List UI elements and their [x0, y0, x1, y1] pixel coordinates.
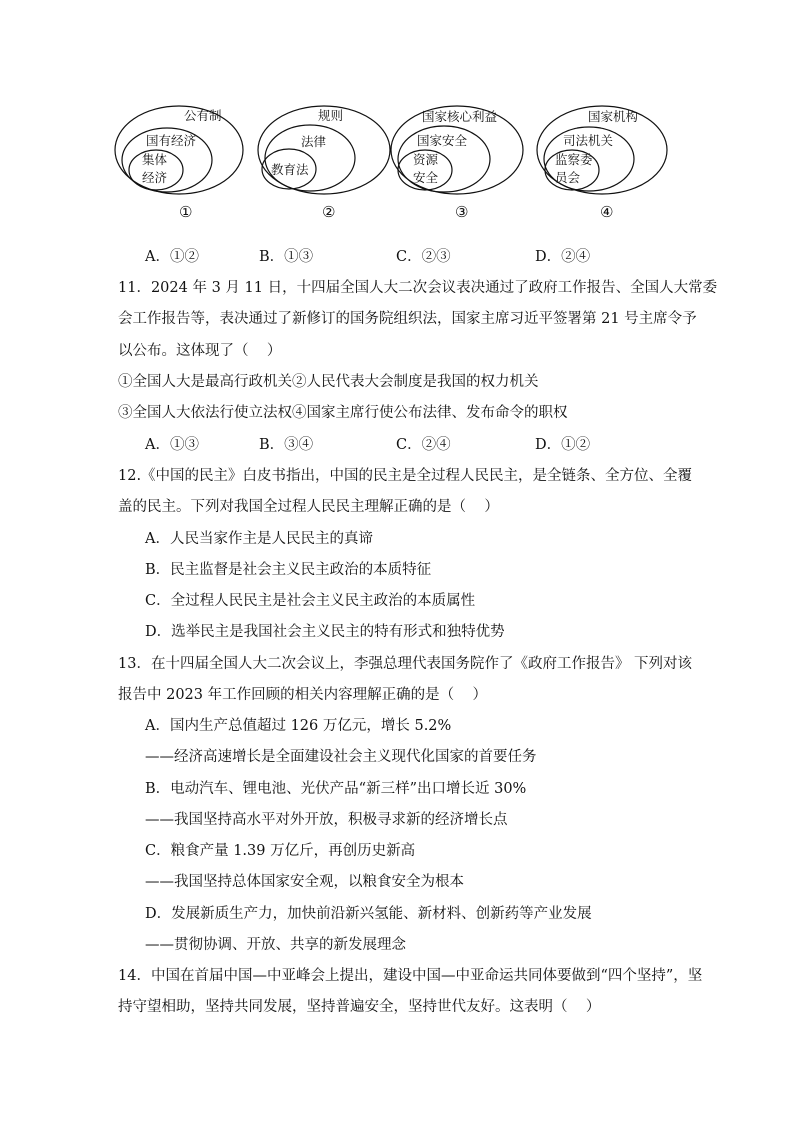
- q12-option-b: B．民主监督是社会主义民主政治的本质特征: [145, 562, 432, 578]
- outer-label: 公有制: [184, 108, 222, 123]
- q14-stem-line-1: 14．中国在首届中国—中亚峰会上提出，建设中国—中亚命运共同体要做到“四个坚持”，坚: [118, 968, 703, 984]
- diagram-item-1: [115, 106, 243, 221]
- inner-label-2: 经济: [142, 170, 168, 185]
- inner-label-2: 员会: [555, 170, 581, 185]
- outer-label: 规则: [318, 108, 344, 123]
- q13-option-a: A．国内生产总值超过 126 万亿元，增长 5.2%: [145, 718, 452, 734]
- q12-option-c: C．全过程人民民主是社会主义民主政治的本质属性: [145, 593, 476, 609]
- q11-option-c: C．②④: [396, 437, 451, 453]
- q10-option-a: A．①②: [145, 249, 199, 265]
- q13-stem-line-1: 13．在十四届全国人大二次会议上，李强总理代表国务院作了《政府工作报告》 下列对该: [118, 656, 693, 672]
- concept-diagram: [112, 98, 672, 228]
- q11-statement-2: ③全国人大依法行使立法权④国家主席行使公布法律、发布命令的职权: [118, 405, 568, 421]
- q13-option-b: B．电动汽车、锂电池、光伏产品“新三样”出口增长近 30%: [145, 781, 527, 797]
- inner-label-1: 集体: [142, 152, 168, 167]
- inner-label-1: 监察委: [555, 152, 593, 167]
- inner-label-2: 安全: [413, 170, 439, 185]
- q13-option-b-explanation: ——我国坚持高水平对外开放，积极寻求新的经济增长点: [145, 812, 508, 828]
- q11-option-a: A．①③: [145, 437, 199, 453]
- q10-option-c: C．②③: [396, 249, 451, 265]
- q10-option-b: B．①③: [259, 249, 314, 265]
- middle-label: 国有经济: [146, 133, 197, 148]
- item-number: ①: [179, 203, 193, 221]
- q12-option-a: A．人民当家作主是人民民主的真谛: [145, 531, 373, 547]
- q13-option-d-explanation: ——贯彻协调、开放、共享的新发展理念: [145, 937, 406, 953]
- q11-stem-line-3: 以公布。这体现了（ ）: [118, 343, 282, 359]
- q13-option-d: D．发展新质生产力，加快前沿新兴氢能、新材料、创新药等产业发展: [145, 906, 592, 922]
- middle-label: 司法机关: [563, 133, 614, 148]
- q11-stem-line-2: 会工作报告等，表决通过了新修订的国务院组织法，国家主席习近平签署第 21 号主席令予: [118, 311, 697, 327]
- q12-stem-line-1: 12.《中国的民主》白皮书指出，中国的民主是全过程人民民主，是全链条、全方位、全覆: [118, 468, 693, 484]
- q12-option-d: D．选举民主是我国社会主义民主的特有形式和独特优势: [145, 624, 505, 640]
- q13-option-c-explanation: ——我国坚持总体国家安全观，以粮食安全为根本: [145, 874, 464, 890]
- q13-stem-line-2: 报告中 2023 年工作回顾的相关内容理解正确的是（ ）: [118, 687, 488, 703]
- diagram-item-3: [391, 106, 523, 221]
- middle-label: 国家安全: [417, 133, 468, 148]
- middle-label: 法律: [301, 134, 327, 149]
- diagram-item-2: [258, 106, 390, 221]
- item-number: ④: [600, 203, 614, 221]
- q11-option-b: B．③④: [259, 437, 314, 453]
- q11-option-d: D．①②: [535, 437, 591, 453]
- diagram-item-4: [537, 106, 667, 221]
- nested-circles-svg: [112, 98, 672, 228]
- q11-statement-1: ①全国人大是最高行政机关②人民代表大会制度是我国的权力机关: [118, 374, 539, 390]
- inner-label-1: 教育法: [271, 162, 309, 177]
- inner-label-1: 资源: [413, 152, 439, 167]
- q13-option-a-explanation: ——经济高速增长是全面建设社会主义现代化国家的首要任务: [145, 749, 537, 765]
- outer-label: 国家核心利益: [422, 109, 498, 124]
- q12-stem-line-2: 盖的民主。下列对我国全过程人民民主理解正确的是（ ）: [118, 499, 499, 515]
- item-number: ③: [455, 203, 469, 221]
- q13-option-c: C．粮食产量 1.39 万亿斤，再创历史新高: [145, 843, 416, 859]
- outer-label: 国家机构: [588, 109, 639, 124]
- item-number: ②: [322, 203, 336, 221]
- q10-option-d: D．②④: [535, 249, 591, 265]
- q11-stem-line-1: 11．2024 年 3 月 11 日，十四届全国人大二次会议表决通过了政府工作报告、全国人大常委: [118, 280, 718, 296]
- q14-stem-line-2: 持守望相助，坚持共同发展，坚持普遍安全，坚持世代友好。这表明（ ）: [118, 999, 601, 1015]
